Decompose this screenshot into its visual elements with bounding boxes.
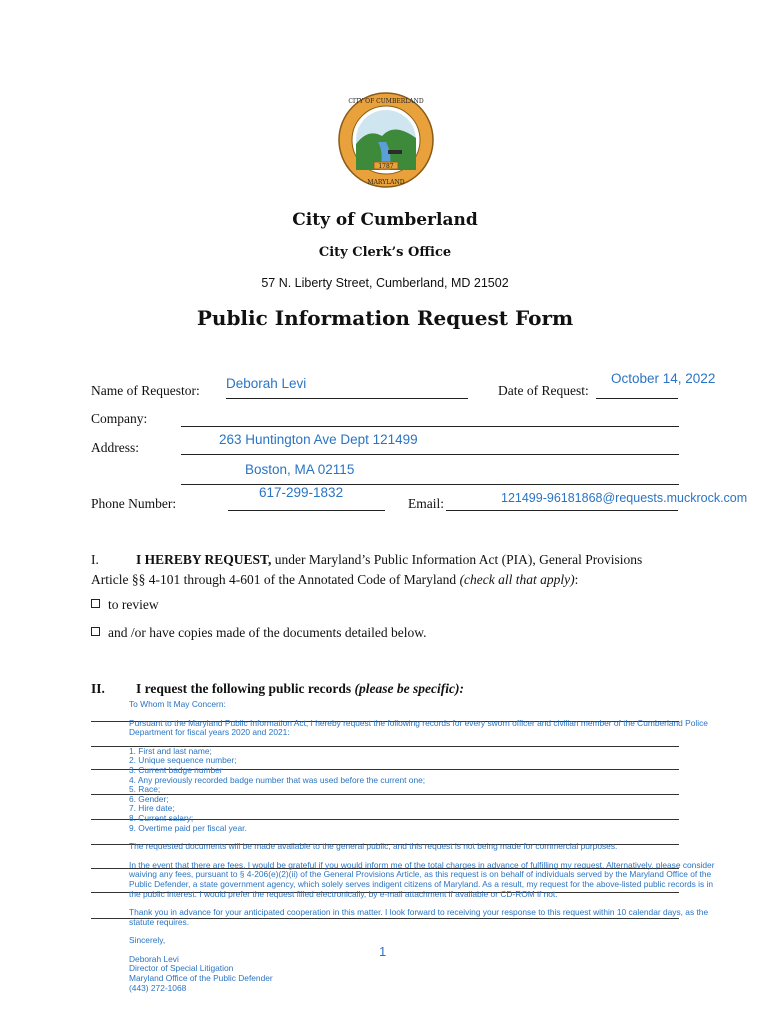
section-2-heading-text: I request the following public records [136,681,355,696]
letter-intro-2: Department for fiscal years 2020 and 2021: [129,727,290,738]
option-review[interactable] [91,597,159,613]
letter-intro-1: Pursuant to the Maryland Public Information Act, I hereby request the following records for every sworn officer and civilian member of the Cumberland Police [129,717,708,728]
signature-name: Deborah Levi [129,953,179,964]
list-item: 5. Race; [129,784,161,795]
section-2-heading [136,681,464,697]
signature-phone: (443) 272-1068 [129,982,187,993]
letter-fees-4: the public interest. I would prefer the request filled electronically, by e-mail attachment if available or CD-ROM if not. [129,888,558,899]
email-line [446,510,678,511]
name-label: Name of Requestor: [91,383,200,398]
section-1-line-2 [91,572,578,588]
address-label: Address: [91,440,139,455]
copies-checkbox[interactable] [91,627,100,636]
signature-org: Maryland Office of the Public Defender [129,973,273,984]
section-1-text-2-end: : [574,572,579,587]
list-item: 4. Any previously recorded badge number that was used before the current one; [129,774,426,785]
section-1-text-2: Article §§ 4-101 through 4-601 of the Annotated Code of Maryland [91,572,460,587]
city-name: City of Cumberland [292,210,478,230]
letter-fees-1: In the event that there are fees, I would be grateful if you would inform me of the total charges in advance of fulfilling my request. Alternatively, please consider [129,859,715,870]
option-copies-label: and /or have copies made of the documents detailed below. [108,625,427,640]
date-label: Date of Request: [498,383,589,398]
email-label: Email: [408,496,444,511]
office-name: City Clerk’s Office [318,245,452,260]
list-item: 2. Unique sequence number; [129,755,237,766]
list-item: 8. Current salary; [129,812,194,823]
letter-greeting: To Whom It May Concern: [129,699,226,709]
list-item: 3. Current badge number [129,764,223,775]
svg-text:MARYLAND: MARYLAND [367,179,405,186]
phone-field[interactable]: 617-299-1832 [259,485,344,500]
letter-closing: Sincerely, [129,935,166,946]
letter-fees-3: Public Defender, a state government agency, which solely serves indigent citizens of Maryland. As a result, my request for the above-listed public records is in [129,878,714,889]
address-line-2 [181,484,679,485]
list-item: 1. First and last name; [129,745,212,756]
email-field[interactable]: 121499-96181868@requests.muckrock.com [501,491,748,505]
section-1-text-1: under Maryland’s Public Information Act (PIA), General Provisions [271,552,643,567]
city-seal-logo [338,92,434,188]
review-checkbox[interactable] [91,599,100,608]
date-field[interactable]: October 14, 2022 [611,371,716,386]
office-address: 57 N. Liberty Street, Cumberland, MD 21502 [261,276,509,290]
letter-public-note: The requested documents will be made available to the general public, and this request is not being made for commercial purposes. [129,841,618,852]
letter-thanks-1: Thank you in advance for your anticipated cooperation in this matter. I look forward to receiving your response to this request within 10 calendar days, as the [129,907,709,918]
svg-text:1787: 1787 [378,163,394,170]
name-line [226,398,468,399]
page-number: 1 [379,944,387,959]
signature-title: Director of Special Litigation [129,963,234,974]
letter-fees-2: waiving any fees, pursuant to § 4-206(e)(2)(ii) of the General Provisions Article, as this request is on behalf of individuals served by the Maryland Office of the [129,869,712,880]
option-copies[interactable] [91,625,427,641]
address-line-1 [181,454,679,455]
section-1-line-1 [136,552,642,568]
phone-line [228,510,385,511]
company-field[interactable] [181,426,679,427]
company-label: Company: [91,411,148,426]
date-line [596,398,678,399]
section-1-bold: I HEREBY REQUEST, [136,552,272,567]
address-field-2[interactable]: Boston, MA 02115 [245,462,355,477]
name-field[interactable]: Deborah Levi [226,376,307,391]
section-1-italic: (check all that apply) [459,572,575,587]
form-title: Public Information Request Form [196,306,574,330]
request-letter[interactable] [129,700,715,993]
section-2-numeral: II. [91,681,105,696]
address-field-1[interactable]: 263 Huntington Ave Dept 121499 [219,432,418,447]
option-review-label: to review [108,597,159,612]
letter-thanks-2: statute requires. [129,916,190,927]
svg-text:CITY OF CUMBERLAND: CITY OF CUMBERLAND [348,98,424,105]
list-item: 7. Hire date; [129,803,175,814]
list-item: 9. Overtime paid per fiscal year. [129,822,247,833]
list-item: 6. Gender; [129,793,169,804]
section-1-numeral: I. [91,552,99,567]
phone-label: Phone Number: [91,496,177,511]
section-2-heading-italic: (please be specific): [354,681,464,696]
